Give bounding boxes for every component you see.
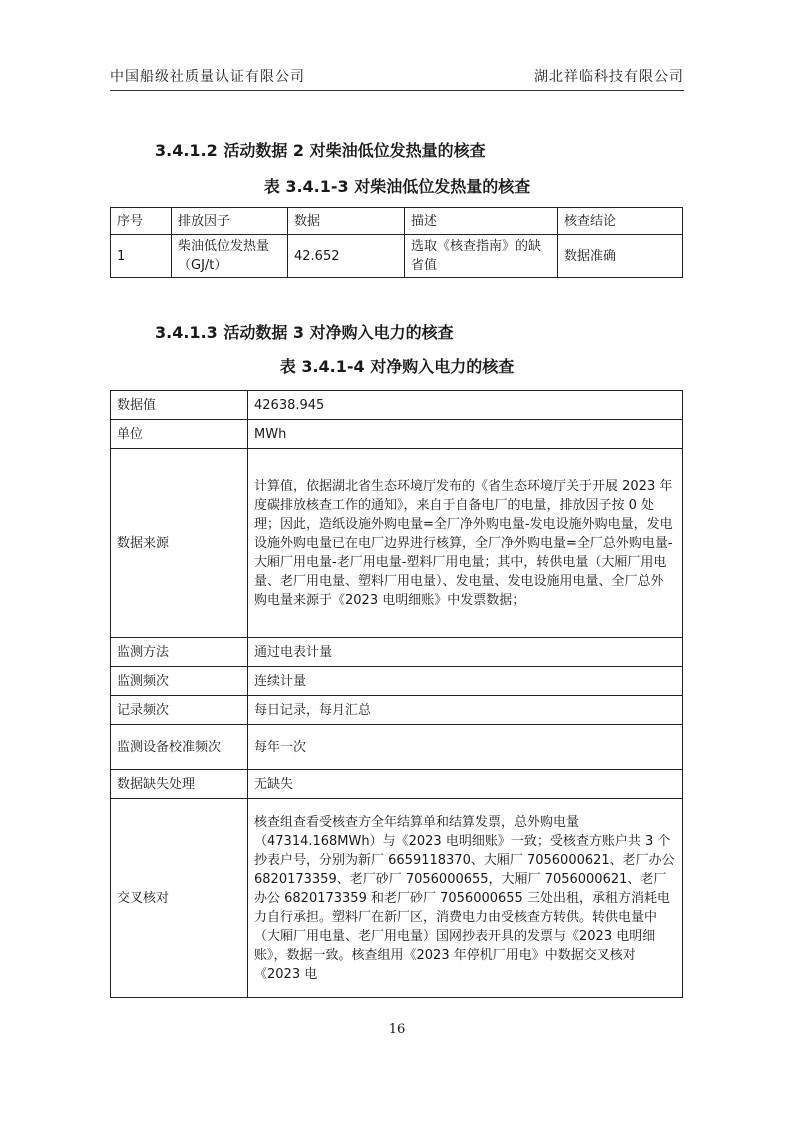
diesel-heat-table (110, 207, 683, 278)
section-heading-2: 3.4.1.2 活动数据 2 对柴油低位发热量的核查 (155, 141, 486, 160)
table-row (111, 638, 683, 667)
electricity-table (110, 390, 683, 998)
table-row (111, 420, 683, 449)
row-key: 数据值 (111, 391, 248, 420)
row-value: 通过电表计量 (248, 638, 683, 667)
table-row (111, 696, 683, 725)
table-cell: 柴油低位发热量（GJ/t） (172, 235, 288, 278)
row-key: 监测频次 (111, 667, 248, 696)
table-cell: 选取《核查指南》的缺省值 (405, 235, 558, 278)
row-key: 记录频次 (111, 696, 248, 725)
table-cell: 数据准确 (558, 235, 683, 278)
row-value: 连续计量 (248, 667, 683, 696)
table-caption-3: 表 3.4.1-3 对柴油低位发热量的核查 (263, 177, 531, 196)
row-key: 单位 (111, 420, 248, 449)
header-cell: 描述 (405, 208, 558, 235)
row-value: 核查组查看受核查方全年结算单和结算发票，总外购电量（47314.168MWh）与《2023 电明细账》一致；受核查方账户共 3 个抄表户号，分别为新厂 6659118370、大厢厂 7056000621、老厂办公 6820173359、老厂砂厂 7056000655，大厢厂 7056000621、老厂办公 6820173359 和老厂砂厂 7056000655 三处出租，承租方消耗电力自行承担。塑料厂在新厂区，消费电力由受核查方转供。转供电量中（大厢厂用电量、老厂用电量）国网抄表开具的发票与《2023 电明细账》，数据一致。核查组用《2023 年停机厂用电》中数据交叉核对《2023 电 (248, 799, 683, 998)
row-key: 监测设备校准频次 (111, 725, 248, 770)
table-row (111, 391, 683, 420)
row-value: MWh (248, 420, 683, 449)
row-key: 数据来源 (111, 449, 248, 638)
table-row (111, 799, 683, 998)
header-left: 中国船级社质量认证有限公司 (110, 69, 305, 85)
header-cell: 核查结论 (558, 208, 683, 235)
page-number: 16 (388, 1022, 406, 1037)
header-cell: 序号 (111, 208, 172, 235)
section-heading-3: 3.4.1.3 活动数据 3 对净购入电力的核查 (155, 323, 454, 342)
row-value: 每年一次 (248, 725, 683, 770)
page-header (110, 60, 684, 91)
row-value: 42638.945 (248, 391, 683, 420)
table-row (111, 449, 683, 638)
table-caption-4: 表 3.4.1-4 对净购入电力的核查 (279, 357, 515, 376)
row-value: 计算值，依据湖北省生态环境厅发布的《省生态环境厅关于开展 2023 年度碳排放核查工作的通知》，来自于自备电厂的电量，排放因子按 0 处理；因此，造纸设施外购电量=全厂净外购电量-发电设施外购电量，发电设施外购电量已在电厂边界进行核算，全厂净外购电量=全厂总外购电量-大厢厂用电量-老厂用电量-塑料厂用电量；其中，转供电量（大厢厂用电量、老厂用电量、塑料厂用电量）、发电量、发电设施用电量、全厂总外购电量来源于《2023 电明细账》中发票数据； (248, 449, 683, 638)
table-cell: 42.652 (288, 235, 405, 278)
table-row (111, 235, 683, 278)
table-cell: 1 (111, 235, 172, 278)
header-cell: 数据 (288, 208, 405, 235)
row-value: 无缺失 (248, 770, 683, 799)
header-cell: 排放因子 (172, 208, 288, 235)
table-row (111, 725, 683, 770)
row-key: 交叉核对 (111, 799, 248, 998)
table-row (111, 667, 683, 696)
row-value: 每日记录，每月汇总 (248, 696, 683, 725)
table-header-row (111, 208, 683, 235)
row-key: 数据缺失处理 (111, 770, 248, 799)
row-key: 监测方法 (111, 638, 248, 667)
header-right: 湖北祥临科技有限公司 (534, 69, 684, 85)
table-row (111, 770, 683, 799)
